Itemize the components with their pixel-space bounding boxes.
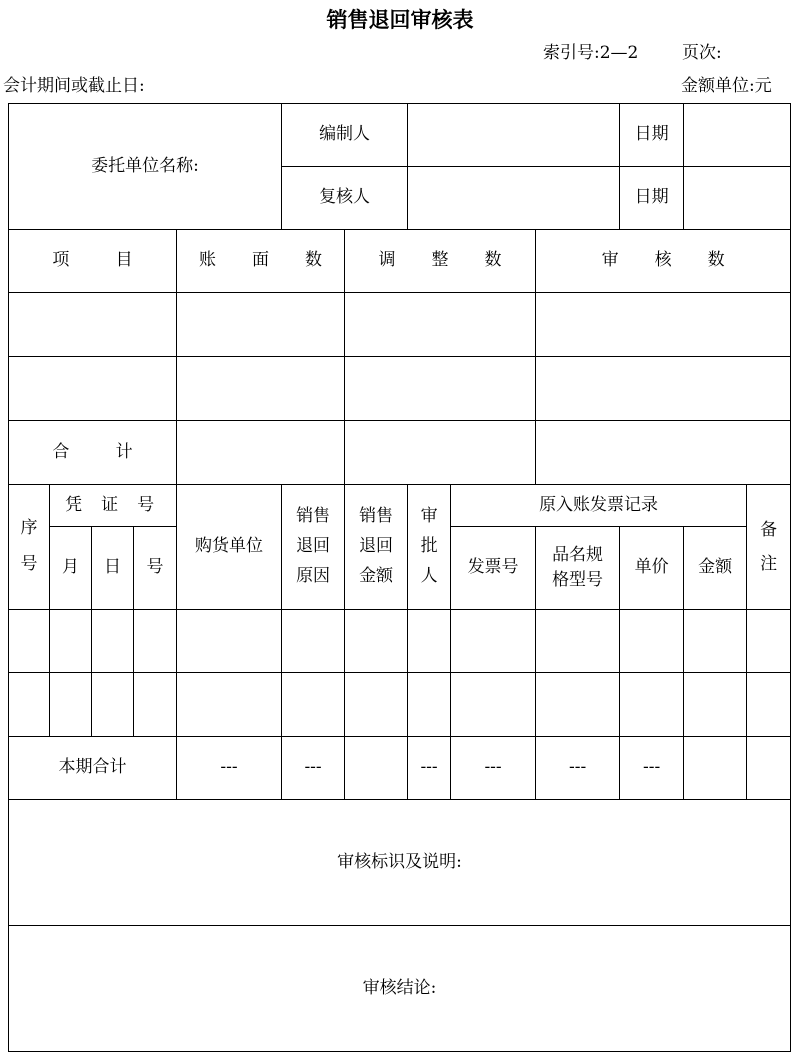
dash-placeholder: --- [177, 737, 282, 800]
detail-header-row-1 [9, 485, 791, 527]
currency-unit-label: 金额单位:元 [681, 76, 772, 96]
unit-price-header: 单价 [620, 527, 684, 610]
detail-cell[interactable] [345, 737, 408, 800]
approver-header: 审批人 [408, 485, 451, 610]
remark-header: 备注 [747, 485, 791, 610]
audit-notes-field[interactable]: 审核标识及说明: [9, 800, 791, 926]
detail-cell[interactable] [451, 673, 536, 737]
detail-cell[interactable] [177, 673, 282, 737]
detail-cell[interactable] [9, 673, 50, 737]
detail-cell[interactable] [134, 673, 177, 737]
detail-cell[interactable] [620, 673, 684, 737]
dash-placeholder: --- [282, 737, 345, 800]
detail-cell[interactable] [684, 737, 747, 800]
return-reason-header: 销售退回原因 [282, 485, 345, 610]
reviewer-field[interactable] [408, 167, 620, 230]
detail-cell[interactable] [747, 610, 791, 673]
dash-placeholder: --- [620, 737, 684, 800]
invoice-amount-header: 金额 [684, 527, 747, 610]
page-number: 页次: [682, 43, 722, 63]
dash-placeholder: --- [536, 737, 620, 800]
summary-row [9, 357, 791, 421]
detail-cell[interactable] [50, 673, 92, 737]
date-field-2[interactable] [684, 167, 791, 230]
reviewer-label: 复核人 [282, 167, 408, 230]
day-header: 日 [92, 527, 134, 610]
client-name-label: 委托单位名称: [9, 104, 282, 230]
invoice-number-header: 发票号 [451, 527, 536, 610]
summary-cell[interactable] [177, 357, 345, 421]
period-total-row [9, 737, 791, 800]
summary-header-row [9, 230, 791, 293]
seq-header: 序号 [9, 485, 50, 610]
audit-conclusion-field[interactable]: 审核结论: [9, 926, 791, 1052]
buyer-header: 购货单位 [177, 485, 282, 610]
dash-placeholder: --- [451, 737, 536, 800]
date-label-1: 日期 [620, 104, 684, 167]
total-label: 合 计 [9, 421, 177, 485]
summary-cell[interactable] [177, 421, 345, 485]
detail-cell[interactable] [747, 673, 791, 737]
summary-cell[interactable] [536, 357, 791, 421]
detail-cell[interactable] [408, 673, 451, 737]
detail-cell[interactable] [408, 610, 451, 673]
invoice-record-header: 原入账发票记录 [451, 485, 747, 527]
detail-cell[interactable] [9, 610, 50, 673]
page-title: 销售退回审核表 [326, 8, 474, 32]
detail-cell[interactable] [282, 610, 345, 673]
detail-row [9, 610, 791, 673]
summary-cell[interactable] [345, 293, 536, 357]
detail-cell[interactable] [177, 610, 282, 673]
detail-cell[interactable] [536, 673, 620, 737]
preparer-label: 编制人 [282, 104, 408, 167]
adjustment-header: 调 整 数 [345, 230, 536, 293]
dash-placeholder: --- [408, 737, 451, 800]
product-spec-header: 品名规格型号 [536, 527, 620, 610]
book-value-header: 账 面 数 [177, 230, 345, 293]
detail-cell[interactable] [451, 610, 536, 673]
detail-cell[interactable] [536, 610, 620, 673]
number-header: 号 [134, 527, 177, 610]
month-header: 月 [50, 527, 92, 610]
item-header: 项 目 [9, 230, 177, 293]
audited-value-header: 审 核 数 [536, 230, 791, 293]
voucher-header: 凭 证 号 [50, 485, 177, 527]
detail-cell[interactable] [134, 610, 177, 673]
detail-cell[interactable] [684, 673, 747, 737]
audit-form-table [8, 103, 791, 1052]
accounting-period-label: 会计期间或截止日: [3, 76, 145, 96]
date-field-1[interactable] [684, 104, 791, 167]
preparer-field[interactable] [408, 104, 620, 167]
detail-cell[interactable] [92, 610, 134, 673]
summary-cell[interactable] [9, 357, 177, 421]
index-number: 索引号:2—2 [543, 43, 639, 63]
detail-cell[interactable] [50, 610, 92, 673]
summary-cell[interactable] [345, 421, 536, 485]
detail-cell[interactable] [684, 610, 747, 673]
detail-cell[interactable] [92, 673, 134, 737]
summary-row [9, 293, 791, 357]
top-block-row-1 [9, 104, 791, 167]
date-label-2: 日期 [620, 167, 684, 230]
detail-cell[interactable] [282, 673, 345, 737]
conclusion-row [9, 926, 791, 1052]
summary-cell[interactable] [536, 293, 791, 357]
detail-cell[interactable] [620, 610, 684, 673]
summary-total-row [9, 421, 791, 485]
detail-cell[interactable] [747, 737, 791, 800]
detail-cell[interactable] [345, 673, 408, 737]
summary-cell[interactable] [536, 421, 791, 485]
detail-row [9, 673, 791, 737]
audit-notes-row [9, 800, 791, 926]
period-total-label: 本期合计 [9, 737, 177, 800]
detail-cell[interactable] [345, 610, 408, 673]
summary-cell[interactable] [345, 357, 536, 421]
summary-cell[interactable] [177, 293, 345, 357]
return-amount-header: 销售退回金额 [345, 485, 408, 610]
summary-cell[interactable] [9, 293, 177, 357]
